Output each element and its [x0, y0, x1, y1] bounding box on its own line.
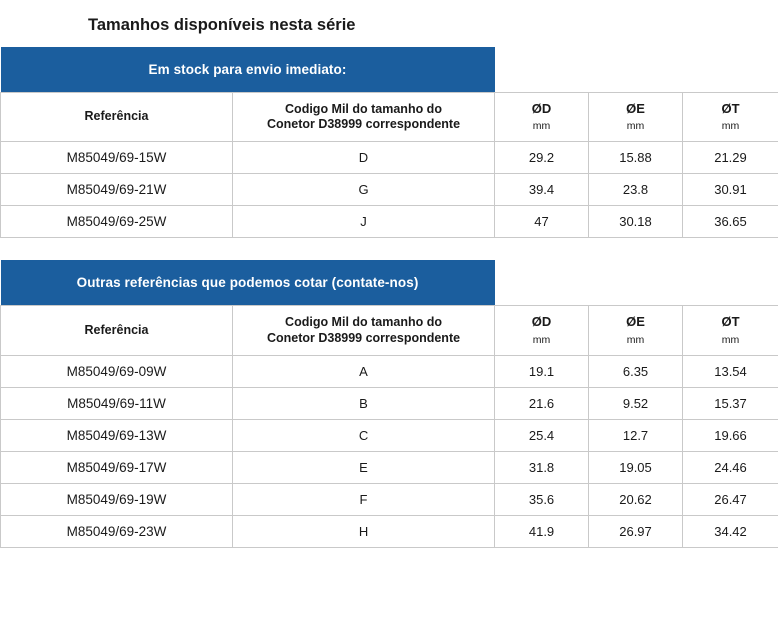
cell-reference: M85049/69-19W — [1, 483, 233, 515]
header-mil-code-line1: Codigo Mil do tamanho do — [285, 102, 442, 116]
cell-reference: M85049/69-09W — [1, 355, 233, 387]
header-mil-code-line1: Codigo Mil do tamanho do — [285, 315, 442, 329]
table-row — [1, 451, 778, 483]
table-row — [1, 174, 778, 206]
header-mil-code — [233, 306, 495, 355]
cell-reference: M85049/69-21W — [1, 174, 233, 206]
header-diameter-d — [495, 306, 589, 355]
header-diameter-t-unit: mm — [689, 334, 772, 347]
cell-diameter-d: 25.4 — [495, 419, 589, 451]
cell-diameter-d: 21.6 — [495, 387, 589, 419]
cell-diameter-e: 26.97 — [589, 515, 683, 547]
banner-spacer-e — [589, 260, 683, 306]
cell-reference: M85049/69-15W — [1, 142, 233, 174]
cell-code: D — [233, 142, 495, 174]
header-diameter-d-symbol: ØD — [501, 101, 582, 117]
table-row — [1, 515, 778, 547]
cell-diameter-e: 30.18 — [589, 206, 683, 238]
banner-in-stock: Em stock para envio imediato: — [1, 47, 495, 92]
header-reference: Referência — [1, 306, 233, 355]
section-in-stock — [0, 47, 778, 238]
banner-spacer-t — [683, 260, 778, 306]
banner-spacer-d — [495, 260, 589, 306]
header-diameter-t — [683, 93, 778, 142]
cell-diameter-t: 30.91 — [683, 174, 778, 206]
header-mil-code-line2: Conetor D38999 correspondente — [267, 331, 460, 345]
header-diameter-e-unit: mm — [595, 120, 676, 133]
header-diameter-e-symbol: ØE — [595, 314, 676, 330]
table-row — [1, 387, 778, 419]
header-mil-code — [233, 93, 495, 142]
header-reference: Referência — [1, 93, 233, 142]
cell-diameter-e: 6.35 — [589, 355, 683, 387]
cell-diameter-e: 9.52 — [589, 387, 683, 419]
table-row — [1, 355, 778, 387]
cell-code: C — [233, 419, 495, 451]
cell-diameter-t: 34.42 — [683, 515, 778, 547]
banner-spacer-e — [589, 47, 683, 93]
cell-diameter-t: 26.47 — [683, 483, 778, 515]
header-diameter-d-symbol: ØD — [501, 314, 582, 330]
cell-diameter-t: 13.54 — [683, 355, 778, 387]
table-header-row — [1, 306, 778, 355]
cell-code: H — [233, 515, 495, 547]
cell-code: F — [233, 483, 495, 515]
banner-quotable: Outras referências que podemos cotar (contate-nos) — [1, 260, 495, 305]
header-diameter-d-unit: mm — [501, 120, 582, 133]
table-row — [1, 142, 778, 174]
cell-diameter-t: 36.65 — [683, 206, 778, 238]
banner-cell — [1, 47, 495, 93]
table-banner-row — [1, 47, 778, 93]
page-title: Tamanhos disponíveis nesta série — [88, 16, 778, 35]
cell-reference: M85049/69-13W — [1, 419, 233, 451]
banner-spacer-d — [495, 47, 589, 93]
cell-diameter-e: 12.7 — [589, 419, 683, 451]
cell-diameter-d: 35.6 — [495, 483, 589, 515]
header-diameter-t-symbol: ØT — [689, 314, 772, 330]
header-diameter-t-symbol: ØT — [689, 101, 772, 117]
cell-reference: M85049/69-25W — [1, 206, 233, 238]
cell-code: B — [233, 387, 495, 419]
banner-cell — [1, 260, 495, 306]
header-diameter-d-unit: mm — [501, 334, 582, 347]
table-row — [1, 419, 778, 451]
cell-diameter-d: 39.4 — [495, 174, 589, 206]
header-diameter-e — [589, 93, 683, 142]
document-page — [0, 16, 778, 626]
header-diameter-e — [589, 306, 683, 355]
header-diameter-t — [683, 306, 778, 355]
cell-code: G — [233, 174, 495, 206]
sizes-table-quotable — [0, 260, 778, 547]
table-header-row — [1, 93, 778, 142]
cell-diameter-t: 24.46 — [683, 451, 778, 483]
section-quotable — [0, 260, 778, 547]
cell-code: A — [233, 355, 495, 387]
cell-diameter-d: 29.2 — [495, 142, 589, 174]
header-mil-code-line2: Conetor D38999 correspondente — [267, 117, 460, 131]
cell-reference: M85049/69-11W — [1, 387, 233, 419]
cell-reference: M85049/69-17W — [1, 451, 233, 483]
cell-diameter-d: 31.8 — [495, 451, 589, 483]
table-row — [1, 483, 778, 515]
cell-diameter-d: 19.1 — [495, 355, 589, 387]
cell-reference: M85049/69-23W — [1, 515, 233, 547]
table-row — [1, 206, 778, 238]
section-spacer — [0, 238, 778, 260]
cell-diameter-d: 47 — [495, 206, 589, 238]
cell-diameter-t: 19.66 — [683, 419, 778, 451]
cell-diameter-e: 15.88 — [589, 142, 683, 174]
header-diameter-e-symbol: ØE — [595, 101, 676, 117]
cell-code: J — [233, 206, 495, 238]
cell-diameter-t: 15.37 — [683, 387, 778, 419]
cell-code: E — [233, 451, 495, 483]
header-diameter-e-unit: mm — [595, 334, 676, 347]
sizes-table-in-stock — [0, 47, 778, 238]
cell-diameter-e: 20.62 — [589, 483, 683, 515]
cell-diameter-d: 41.9 — [495, 515, 589, 547]
header-diameter-t-unit: mm — [689, 120, 772, 133]
cell-diameter-e: 23.8 — [589, 174, 683, 206]
banner-spacer-t — [683, 47, 778, 93]
cell-diameter-e: 19.05 — [589, 451, 683, 483]
cell-diameter-t: 21.29 — [683, 142, 778, 174]
header-diameter-d — [495, 93, 589, 142]
table-banner-row — [1, 260, 778, 306]
